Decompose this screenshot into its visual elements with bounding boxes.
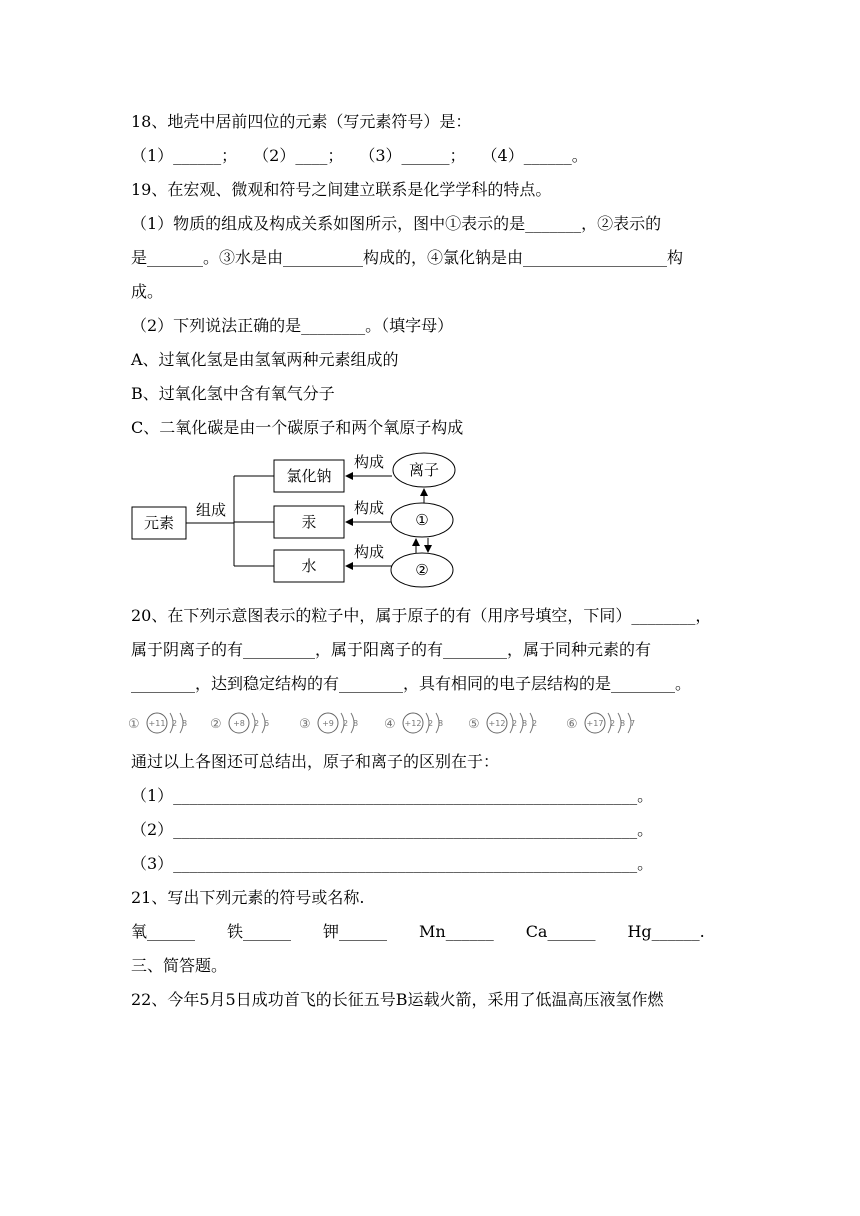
constitute-label-2: 构成 [354, 499, 385, 517]
option-b: B、过氧化氢中含有氧气分子 [131, 384, 335, 403]
q21-title: 21、写出下列元素的符号或名称. [131, 888, 365, 907]
atom-label: ② [210, 717, 222, 732]
constitute-label-3: 构成 [354, 543, 385, 561]
nucleus-charge: +11 [148, 719, 166, 728]
atom-diagram [468, 713, 537, 733]
atom-diagram [384, 713, 443, 733]
constitute-label-1: 构成 [354, 453, 385, 471]
atom-label: ③ [299, 717, 311, 732]
compose-label: 组成 [196, 501, 227, 519]
substance-nacl: 氯化钠 [286, 467, 332, 485]
shell-electron-count: 8 [620, 719, 626, 728]
element-label: 元素 [143, 514, 175, 532]
shell-electron-count: 2 [428, 719, 434, 728]
atom-label: ① [128, 717, 140, 732]
q19-part1-end: 成。 [131, 282, 164, 301]
atom-label: ④ [384, 717, 396, 732]
shell-electron-count: 2 [172, 719, 178, 728]
difference-3[interactable]: （3）__________________________________________________________。 [131, 854, 654, 873]
shell-electron-count: 8 [438, 719, 444, 728]
q20-line3[interactable]: ________，达到稳定结构的有________，具有相同的电子层结构的是________。 [131, 674, 692, 693]
shell-electron-count: 2 [532, 719, 538, 728]
shell-electron-count: 7 [630, 719, 636, 728]
shell-electron-count: 6 [264, 719, 270, 728]
nucleus-charge: +17 [586, 719, 604, 728]
nucleus-charge: +8 [233, 719, 245, 728]
shell-electron-count: 2 [512, 719, 518, 728]
shell-electron-count: 8 [353, 719, 359, 728]
substance-water: 水 [301, 557, 317, 575]
shell-electron-count: 2 [610, 719, 616, 728]
atom-label: ⑤ [468, 717, 480, 732]
atom-diagram [566, 713, 635, 733]
atom-diagram [210, 713, 269, 733]
nucleus-charge: +12 [404, 719, 422, 728]
nucleus-charge: +12 [488, 719, 506, 728]
particle-ion: 离子 [408, 461, 440, 479]
composition-diagram [130, 450, 470, 594]
atom-label: ⑥ [566, 717, 578, 732]
nucleus-charge: +9 [322, 719, 334, 728]
q22-title: 22、今年5月5日成功首飞的长征五号B运载火箭，采用了低温高压液氢作燃 [131, 990, 664, 1009]
option-a: A、过氧化氢是由氢氧两种元素组成的 [131, 350, 399, 369]
q20-line1[interactable]: 20、在下列示意图表示的粒子中，属于原子的有（用序号填空，下同）________， [131, 606, 712, 625]
q21-blanks[interactable]: 氧______ 铁______ 钾______ Mn______ Ca______ Hg______. [131, 922, 705, 941]
shell-electron-count: 2 [343, 719, 349, 728]
q20-summary: 通过以上各图还可总结出，原子和离子的区别在于： [131, 752, 500, 771]
q20-line2[interactable]: 属于阴离子的有_________，属于阳离子的有________，属于同种元素的有 [131, 640, 652, 659]
section-3-heading: 三、简答题。 [131, 956, 228, 975]
shell-electron-count: 2 [254, 719, 260, 728]
shell-electron-count: 8 [522, 719, 528, 728]
q19-part1-cont[interactable]: 是_______。③水是由__________构成的，④氯化钠是由__________________构 [131, 248, 684, 267]
atom-diagram [128, 713, 187, 733]
q19-part2[interactable]: （2）下列说法正确的是________。（填字母） [131, 316, 454, 335]
atom-diagram [299, 713, 358, 733]
shell-electron-count: 8 [182, 719, 188, 728]
q19-title: 19、在宏观、微观和符号之间建立联系是化学学科的特点。 [131, 180, 552, 199]
difference-2[interactable]: （2）__________________________________________________________。 [131, 820, 654, 839]
q18-blanks[interactable]: （1）______； （2）____； （3）______； （4）______。 [131, 146, 588, 165]
q19-part1[interactable]: （1）物质的组成及构成关系如图所示，图中①表示的是_______，②表示的 [131, 214, 662, 233]
substance-hg: 汞 [301, 513, 317, 531]
atom-structure-diagrams [128, 708, 658, 742]
option-c: C、二氧化碳是由一个碳原子和两个氧原子构成 [131, 418, 464, 437]
particle-1: ① [415, 511, 429, 529]
particle-2: ② [415, 561, 429, 579]
q18-title: 18、地壳中居前四位的元素（写元素符号）是： [131, 112, 472, 131]
difference-1[interactable]: （1）__________________________________________________________。 [131, 786, 654, 805]
